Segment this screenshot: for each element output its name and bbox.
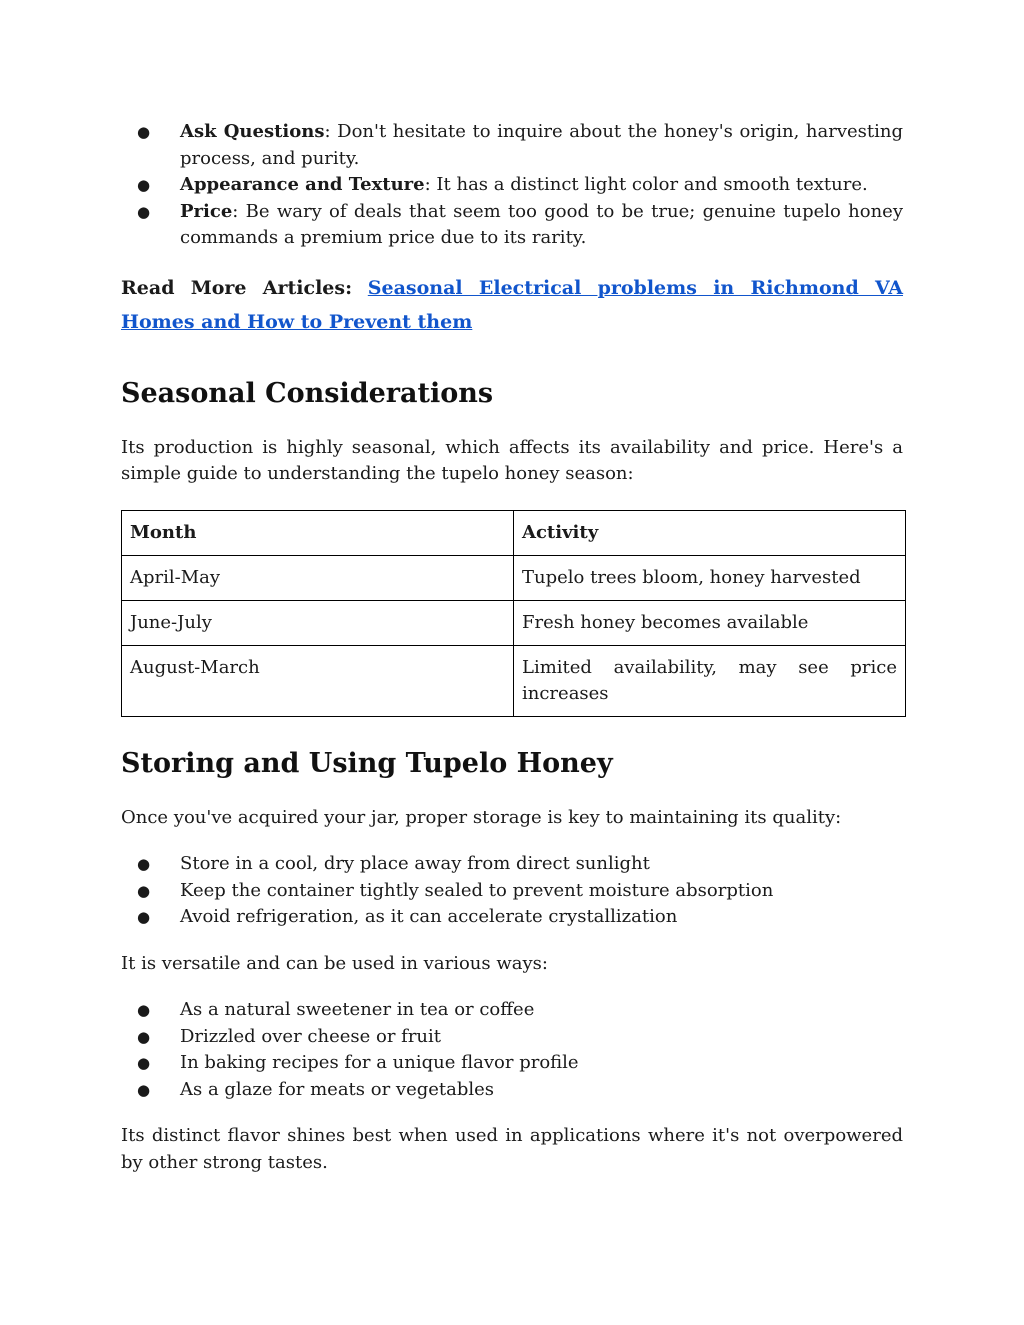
closing-paragraph: Its distinct flavor shines best when used in applications where it's not overpowered by other strong tastes. (121, 1125, 903, 1173)
read-more-label: Read More Articles: (121, 276, 353, 299)
list-item (121, 851, 903, 878)
bullet-icon: ● (137, 881, 151, 900)
list-item (121, 1077, 903, 1104)
list-item-text: : Be wary of deals that seem too good to be true; genuine tupelo honey commands a premium price due to its rarity. (180, 200, 903, 248)
list-item-text: In baking recipes for a unique flavor profile (180, 1052, 579, 1073)
list-item-term: Ask Questions (180, 121, 325, 142)
list-item (121, 904, 903, 931)
section-heading-storing: Storing and Using Tupelo Honey (121, 747, 613, 779)
list-item (121, 1024, 903, 1051)
list-item-term: Appearance and Texture (180, 174, 425, 195)
table-cell-activity: Fresh honey becomes available (514, 600, 906, 645)
list-item-text: Store in a cool, dry place away from direct sunlight (180, 853, 650, 874)
list-item-term: Price (180, 200, 233, 222)
list-item (121, 199, 903, 252)
table-header-month: Month (122, 510, 514, 555)
list-item (121, 119, 903, 172)
table-row (122, 600, 906, 645)
table-cell-month: June-July (122, 600, 514, 645)
read-more-line (121, 271, 903, 339)
uses-list (121, 997, 903, 1103)
bullet-icon: ● (137, 1080, 151, 1099)
bullet-icon: ● (137, 123, 151, 141)
list-item-text: Drizzled over cheese or fruit (180, 1025, 441, 1047)
bullet-icon: ● (137, 1027, 151, 1046)
bullet-icon: ● (137, 1054, 151, 1072)
table-row (122, 555, 906, 600)
list-item (121, 997, 903, 1024)
list-item-text: Keep the container tightly sealed to prevent moisture absorption (180, 879, 774, 901)
list-item-text: As a glaze for meats or vegetables (180, 1078, 495, 1100)
table-header-activity: Activity (514, 510, 906, 555)
table-cell-activity: Limited availability, may see price increases (514, 645, 906, 716)
table-cell-month: April-May (122, 555, 514, 600)
bullet-icon: ● (137, 202, 151, 221)
table-cell-activity: Tupelo trees bloom, honey harvested (514, 555, 906, 600)
list-item (121, 878, 903, 905)
read-more-link[interactable]: Seasonal Electrical problems in Richmond VA Homes and How to Prevent them (121, 276, 903, 333)
table-row (122, 645, 906, 716)
table-header-row (122, 510, 906, 555)
bullet-icon: ● (137, 176, 151, 194)
section-heading-seasonal: Seasonal Considerations (121, 377, 494, 409)
seasonal-intro: Its production is highly seasonal, which affects its availability and price. Here's a simple guide to understanding the tupelo honey season: (121, 436, 903, 484)
list-item (121, 172, 903, 199)
storage-tips-list (121, 851, 903, 931)
list-item-text: As a natural sweetener in tea or coffee (180, 999, 535, 1020)
storing-intro: Once you've acquired your jar, proper storage is key to maintaining its quality: (121, 806, 842, 828)
list-item-text: : Don't hesitate to inquire about the honey's origin, harvesting process, and purity. (180, 121, 903, 169)
list-item-text: : It has a distinct light color and smooth texture. (424, 174, 868, 195)
table-cell-month: August-March (122, 645, 514, 716)
uses-intro: It is versatile and can be used in various ways: (121, 952, 548, 974)
list-item-text: Avoid refrigeration, as it can accelerate crystallization (180, 906, 678, 927)
list-item (121, 1050, 903, 1077)
bullet-icon: ● (137, 1001, 151, 1019)
season-table (121, 510, 906, 717)
buying-tips-list (121, 119, 903, 252)
bullet-icon: ● (137, 855, 151, 873)
bullet-icon: ● (137, 908, 151, 926)
